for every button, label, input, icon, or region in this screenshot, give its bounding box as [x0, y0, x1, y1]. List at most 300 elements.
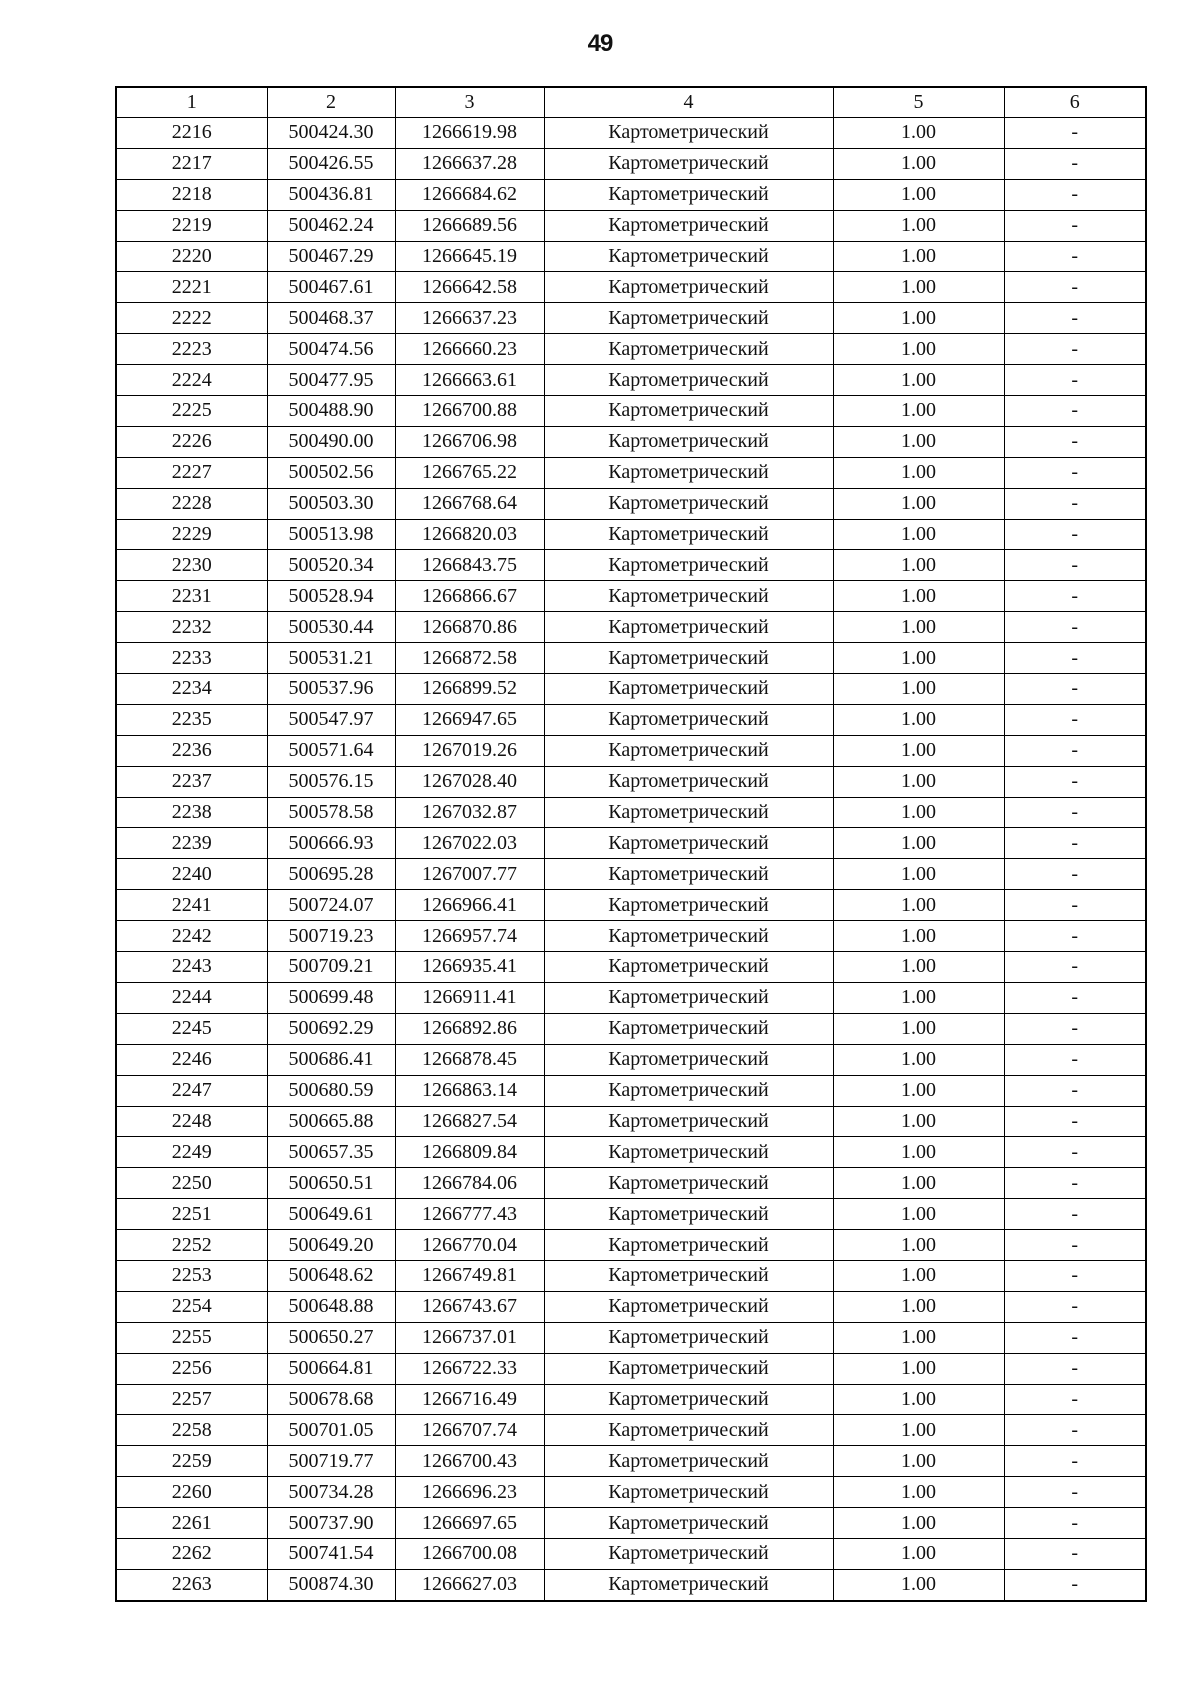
cell-y-coordinate: 1266878.45	[395, 1044, 544, 1075]
cell-method: Картометрический	[544, 1508, 833, 1539]
table-row	[116, 1199, 1146, 1230]
cell-note: -	[1004, 1137, 1146, 1168]
cell-method: Картометрический	[544, 519, 833, 550]
cell-x-coordinate: 500734.28	[267, 1477, 395, 1508]
cell-method: Картометрический	[544, 674, 833, 705]
table-row	[116, 921, 1146, 952]
cell-accuracy: 1.00	[833, 952, 1004, 983]
table-row	[116, 241, 1146, 272]
cell-method: Картометрический	[544, 797, 833, 828]
cell-y-coordinate: 1266696.23	[395, 1477, 544, 1508]
cell-accuracy: 1.00	[833, 982, 1004, 1013]
cell-note: -	[1004, 581, 1146, 612]
cell-method: Картометрический	[544, 1044, 833, 1075]
cell-point-number: 2239	[116, 828, 267, 859]
cell-accuracy: 1.00	[833, 334, 1004, 365]
cell-note: -	[1004, 859, 1146, 890]
cell-note: -	[1004, 550, 1146, 581]
cell-y-coordinate: 1266770.04	[395, 1230, 544, 1261]
cell-method: Картометрический	[544, 334, 833, 365]
cell-method: Картометрический	[544, 457, 833, 488]
table-row	[116, 674, 1146, 705]
cell-y-coordinate: 1266870.86	[395, 612, 544, 643]
table-row	[116, 982, 1146, 1013]
cell-x-coordinate: 500664.81	[267, 1353, 395, 1384]
cell-point-number: 2222	[116, 303, 267, 334]
cell-accuracy: 1.00	[833, 643, 1004, 674]
cell-method: Картометрический	[544, 1013, 833, 1044]
cell-point-number: 2245	[116, 1013, 267, 1044]
cell-y-coordinate: 1266737.01	[395, 1322, 544, 1353]
cell-point-number: 2236	[116, 735, 267, 766]
cell-x-coordinate: 500462.24	[267, 210, 395, 241]
cell-point-number: 2221	[116, 272, 267, 303]
cell-point-number: 2217	[116, 148, 267, 179]
cell-note: -	[1004, 921, 1146, 952]
cell-x-coordinate: 500874.30	[267, 1569, 395, 1600]
cell-accuracy: 1.00	[833, 1199, 1004, 1230]
cell-x-coordinate: 500719.77	[267, 1446, 395, 1477]
cell-note: -	[1004, 1446, 1146, 1477]
cell-accuracy: 1.00	[833, 1446, 1004, 1477]
cell-x-coordinate: 500665.88	[267, 1106, 395, 1137]
cell-accuracy: 1.00	[833, 1415, 1004, 1446]
cell-y-coordinate: 1267028.40	[395, 766, 544, 797]
cell-y-coordinate: 1266749.81	[395, 1260, 544, 1291]
cell-accuracy: 1.00	[833, 921, 1004, 952]
cell-y-coordinate: 1266743.67	[395, 1291, 544, 1322]
table-row	[116, 612, 1146, 643]
cell-x-coordinate: 500695.28	[267, 859, 395, 890]
cell-x-coordinate: 500648.88	[267, 1291, 395, 1322]
table-row	[116, 1446, 1146, 1477]
cell-note: -	[1004, 1384, 1146, 1415]
cell-accuracy: 1.00	[833, 1260, 1004, 1291]
column-header-4: 4	[544, 87, 833, 118]
cell-accuracy: 1.00	[833, 704, 1004, 735]
cell-accuracy: 1.00	[833, 1538, 1004, 1569]
cell-accuracy: 1.00	[833, 1291, 1004, 1322]
cell-method: Картометрический	[544, 643, 833, 674]
cell-y-coordinate: 1266809.84	[395, 1137, 544, 1168]
cell-method: Картометрический	[544, 1199, 833, 1230]
cell-accuracy: 1.00	[833, 797, 1004, 828]
table-row	[116, 457, 1146, 488]
cell-y-coordinate: 1266966.41	[395, 890, 544, 921]
cell-method: Картометрический	[544, 952, 833, 983]
cell-point-number: 2247	[116, 1075, 267, 1106]
cell-point-number: 2233	[116, 643, 267, 674]
cell-point-number: 2255	[116, 1322, 267, 1353]
cell-accuracy: 1.00	[833, 766, 1004, 797]
cell-accuracy: 1.00	[833, 303, 1004, 334]
table-row	[116, 1260, 1146, 1291]
cell-method: Картометрический	[544, 272, 833, 303]
cell-x-coordinate: 500576.15	[267, 766, 395, 797]
cell-note: -	[1004, 1508, 1146, 1539]
cell-x-coordinate: 500741.54	[267, 1538, 395, 1569]
table-row	[116, 1230, 1146, 1261]
cell-point-number: 2237	[116, 766, 267, 797]
table-row	[116, 1415, 1146, 1446]
cell-note: -	[1004, 241, 1146, 272]
cell-note: -	[1004, 612, 1146, 643]
table-row	[116, 766, 1146, 797]
cell-y-coordinate: 1267032.87	[395, 797, 544, 828]
cell-note: -	[1004, 952, 1146, 983]
cell-note: -	[1004, 890, 1146, 921]
cell-x-coordinate: 500502.56	[267, 457, 395, 488]
table-row	[116, 519, 1146, 550]
cell-accuracy: 1.00	[833, 890, 1004, 921]
cell-y-coordinate: 1267007.77	[395, 859, 544, 890]
cell-method: Картометрический	[544, 148, 833, 179]
cell-x-coordinate: 500724.07	[267, 890, 395, 921]
cell-method: Картометрический	[544, 179, 833, 210]
cell-point-number: 2242	[116, 921, 267, 952]
cell-point-number: 2235	[116, 704, 267, 735]
cell-method: Картометрический	[544, 612, 833, 643]
cell-y-coordinate: 1267022.03	[395, 828, 544, 859]
cell-accuracy: 1.00	[833, 1106, 1004, 1137]
cell-note: -	[1004, 519, 1146, 550]
cell-point-number: 2252	[116, 1230, 267, 1261]
cell-point-number: 2256	[116, 1353, 267, 1384]
table-row	[116, 550, 1146, 581]
cell-point-number: 2263	[116, 1569, 267, 1600]
table-row	[116, 797, 1146, 828]
cell-accuracy: 1.00	[833, 828, 1004, 859]
cell-x-coordinate: 500467.61	[267, 272, 395, 303]
cell-point-number: 2231	[116, 581, 267, 612]
cell-method: Картометрический	[544, 1230, 833, 1261]
cell-y-coordinate: 1266660.23	[395, 334, 544, 365]
header-row	[116, 87, 1146, 118]
cell-note: -	[1004, 488, 1146, 519]
cell-y-coordinate: 1266765.22	[395, 457, 544, 488]
cell-method: Картометрический	[544, 1477, 833, 1508]
table-row	[116, 1013, 1146, 1044]
cell-x-coordinate: 500680.59	[267, 1075, 395, 1106]
column-header-1: 1	[116, 87, 267, 118]
cell-point-number: 2250	[116, 1168, 267, 1199]
cell-y-coordinate: 1266872.58	[395, 643, 544, 674]
cell-y-coordinate: 1266700.43	[395, 1446, 544, 1477]
table-row	[116, 1508, 1146, 1539]
cell-method: Картометрический	[544, 1137, 833, 1168]
cell-x-coordinate: 500468.37	[267, 303, 395, 334]
cell-point-number: 2227	[116, 457, 267, 488]
cell-method: Картометрический	[544, 581, 833, 612]
cell-accuracy: 1.00	[833, 1569, 1004, 1600]
cell-method: Картометрический	[544, 303, 833, 334]
cell-note: -	[1004, 396, 1146, 427]
cell-x-coordinate: 500490.00	[267, 426, 395, 457]
cell-note: -	[1004, 643, 1146, 674]
cell-note: -	[1004, 1477, 1146, 1508]
cell-method: Картометрический	[544, 365, 833, 396]
cell-note: -	[1004, 1322, 1146, 1353]
cell-point-number: 2220	[116, 241, 267, 272]
cell-note: -	[1004, 1199, 1146, 1230]
cell-point-number: 2232	[116, 612, 267, 643]
cell-method: Картометрический	[544, 1260, 833, 1291]
cell-accuracy: 1.00	[833, 426, 1004, 457]
cell-accuracy: 1.00	[833, 179, 1004, 210]
cell-note: -	[1004, 1013, 1146, 1044]
table-row	[116, 179, 1146, 210]
cell-method: Картометрический	[544, 766, 833, 797]
cell-method: Картометрический	[544, 1446, 833, 1477]
cell-x-coordinate: 500424.30	[267, 118, 395, 149]
cell-y-coordinate: 1266827.54	[395, 1106, 544, 1137]
table-row	[116, 148, 1146, 179]
cell-method: Картометрический	[544, 1322, 833, 1353]
cell-x-coordinate: 500649.61	[267, 1199, 395, 1230]
cell-y-coordinate: 1266863.14	[395, 1075, 544, 1106]
cell-y-coordinate: 1266716.49	[395, 1384, 544, 1415]
cell-x-coordinate: 500503.30	[267, 488, 395, 519]
cell-x-coordinate: 500513.98	[267, 519, 395, 550]
column-header-3: 3	[395, 87, 544, 118]
cell-point-number: 2254	[116, 1291, 267, 1322]
cell-method: Картометрический	[544, 426, 833, 457]
cell-y-coordinate: 1266689.56	[395, 210, 544, 241]
cell-y-coordinate: 1266697.65	[395, 1508, 544, 1539]
cell-accuracy: 1.00	[833, 550, 1004, 581]
cell-x-coordinate: 500701.05	[267, 1415, 395, 1446]
cell-note: -	[1004, 426, 1146, 457]
cell-note: -	[1004, 797, 1146, 828]
cell-note: -	[1004, 303, 1146, 334]
cell-note: -	[1004, 674, 1146, 705]
table-row	[116, 118, 1146, 149]
cell-point-number: 2224	[116, 365, 267, 396]
cell-y-coordinate: 1266866.67	[395, 581, 544, 612]
table-row	[116, 735, 1146, 766]
table-row	[116, 1477, 1146, 1508]
cell-x-coordinate: 500578.58	[267, 797, 395, 828]
cell-x-coordinate: 500719.23	[267, 921, 395, 952]
cell-point-number: 2246	[116, 1044, 267, 1075]
cell-y-coordinate: 1266619.98	[395, 118, 544, 149]
cell-point-number: 2225	[116, 396, 267, 427]
cell-accuracy: 1.00	[833, 612, 1004, 643]
cell-point-number: 2243	[116, 952, 267, 983]
table-row	[116, 1044, 1146, 1075]
cell-y-coordinate: 1266947.65	[395, 704, 544, 735]
cell-point-number: 2230	[116, 550, 267, 581]
cell-x-coordinate: 500467.29	[267, 241, 395, 272]
cell-x-coordinate: 500692.29	[267, 1013, 395, 1044]
cell-note: -	[1004, 982, 1146, 1013]
column-header-5: 5	[833, 87, 1004, 118]
cell-y-coordinate: 1266843.75	[395, 550, 544, 581]
cell-note: -	[1004, 1168, 1146, 1199]
cell-x-coordinate: 500436.81	[267, 179, 395, 210]
cell-accuracy: 1.00	[833, 488, 1004, 519]
cell-x-coordinate: 500709.21	[267, 952, 395, 983]
cell-method: Картометрический	[544, 890, 833, 921]
cell-accuracy: 1.00	[833, 241, 1004, 272]
cell-note: -	[1004, 118, 1146, 149]
table-row	[116, 1075, 1146, 1106]
cell-note: -	[1004, 365, 1146, 396]
cell-accuracy: 1.00	[833, 1013, 1004, 1044]
cell-point-number: 2238	[116, 797, 267, 828]
cell-x-coordinate: 500666.93	[267, 828, 395, 859]
cell-note: -	[1004, 735, 1146, 766]
cell-note: -	[1004, 334, 1146, 365]
cell-accuracy: 1.00	[833, 1322, 1004, 1353]
cell-x-coordinate: 500530.44	[267, 612, 395, 643]
cell-note: -	[1004, 1106, 1146, 1137]
cell-point-number: 2228	[116, 488, 267, 519]
cell-point-number: 2259	[116, 1446, 267, 1477]
cell-method: Картометрический	[544, 1353, 833, 1384]
cell-method: Картометрический	[544, 828, 833, 859]
cell-note: -	[1004, 1291, 1146, 1322]
cell-accuracy: 1.00	[833, 1353, 1004, 1384]
table-row	[116, 1106, 1146, 1137]
table-row	[116, 303, 1146, 334]
cell-note: -	[1004, 766, 1146, 797]
cell-note: -	[1004, 1538, 1146, 1569]
table-row	[116, 1137, 1146, 1168]
cell-method: Картометрический	[544, 982, 833, 1013]
cell-y-coordinate: 1266645.19	[395, 241, 544, 272]
table-row	[116, 1322, 1146, 1353]
cell-x-coordinate: 500648.62	[267, 1260, 395, 1291]
cell-x-coordinate: 500474.56	[267, 334, 395, 365]
cell-note: -	[1004, 457, 1146, 488]
cell-method: Картометрический	[544, 1415, 833, 1446]
cell-accuracy: 1.00	[833, 1230, 1004, 1261]
cell-note: -	[1004, 1415, 1146, 1446]
column-header-6: 6	[1004, 87, 1146, 118]
table-row	[116, 210, 1146, 241]
page-number: 49	[587, 30, 613, 57]
table-row	[116, 426, 1146, 457]
cell-point-number: 2229	[116, 519, 267, 550]
cell-y-coordinate: 1266637.28	[395, 148, 544, 179]
cell-point-number: 2262	[116, 1538, 267, 1569]
cell-accuracy: 1.00	[833, 581, 1004, 612]
cell-method: Картометрический	[544, 1106, 833, 1137]
column-header-2: 2	[267, 87, 395, 118]
cell-method: Картометрический	[544, 1538, 833, 1569]
cell-y-coordinate: 1266892.86	[395, 1013, 544, 1044]
table-header	[116, 87, 1146, 118]
cell-method: Картометрический	[544, 396, 833, 427]
cell-method: Картометрический	[544, 488, 833, 519]
cell-point-number: 2260	[116, 1477, 267, 1508]
cell-y-coordinate: 1266899.52	[395, 674, 544, 705]
cell-y-coordinate: 1266700.08	[395, 1538, 544, 1569]
cell-note: -	[1004, 148, 1146, 179]
cell-accuracy: 1.00	[833, 1044, 1004, 1075]
cell-accuracy: 1.00	[833, 396, 1004, 427]
cell-point-number: 2219	[116, 210, 267, 241]
cell-y-coordinate: 1266642.58	[395, 272, 544, 303]
cell-note: -	[1004, 1044, 1146, 1075]
cell-note: -	[1004, 1353, 1146, 1384]
cell-note: -	[1004, 1075, 1146, 1106]
cell-note: -	[1004, 210, 1146, 241]
table-row	[116, 1569, 1146, 1600]
cell-x-coordinate: 500537.96	[267, 674, 395, 705]
cell-point-number: 2240	[116, 859, 267, 890]
cell-y-coordinate: 1267019.26	[395, 735, 544, 766]
cell-accuracy: 1.00	[833, 210, 1004, 241]
cell-y-coordinate: 1266663.61	[395, 365, 544, 396]
cell-point-number: 2248	[116, 1106, 267, 1137]
coordinates-table	[115, 86, 1147, 1602]
cell-note: -	[1004, 179, 1146, 210]
cell-accuracy: 1.00	[833, 148, 1004, 179]
cell-accuracy: 1.00	[833, 1477, 1004, 1508]
cell-point-number: 2216	[116, 118, 267, 149]
table-row	[116, 1291, 1146, 1322]
cell-point-number: 2218	[116, 179, 267, 210]
table-row	[116, 272, 1146, 303]
cell-x-coordinate: 500650.51	[267, 1168, 395, 1199]
cell-x-coordinate: 500571.64	[267, 735, 395, 766]
cell-accuracy: 1.00	[833, 272, 1004, 303]
cell-point-number: 2258	[116, 1415, 267, 1446]
table-row	[116, 828, 1146, 859]
cell-method: Картометрический	[544, 550, 833, 581]
cell-x-coordinate: 500426.55	[267, 148, 395, 179]
cell-y-coordinate: 1266768.64	[395, 488, 544, 519]
cell-point-number: 2257	[116, 1384, 267, 1415]
cell-y-coordinate: 1266820.03	[395, 519, 544, 550]
cell-x-coordinate: 500520.34	[267, 550, 395, 581]
cell-accuracy: 1.00	[833, 457, 1004, 488]
cell-y-coordinate: 1266684.62	[395, 179, 544, 210]
cell-y-coordinate: 1266722.33	[395, 1353, 544, 1384]
cell-y-coordinate: 1266700.88	[395, 396, 544, 427]
cell-point-number: 2226	[116, 426, 267, 457]
cell-accuracy: 1.00	[833, 735, 1004, 766]
cell-x-coordinate: 500650.27	[267, 1322, 395, 1353]
table-row	[116, 396, 1146, 427]
cell-y-coordinate: 1266627.03	[395, 1569, 544, 1600]
cell-method: Картометрический	[544, 735, 833, 766]
cell-accuracy: 1.00	[833, 1384, 1004, 1415]
cell-point-number: 2253	[116, 1260, 267, 1291]
cell-y-coordinate: 1266777.43	[395, 1199, 544, 1230]
table-row	[116, 859, 1146, 890]
cell-method: Картометрический	[544, 241, 833, 272]
table-row	[116, 890, 1146, 921]
cell-method: Картометрический	[544, 921, 833, 952]
table-row	[116, 643, 1146, 674]
cell-note: -	[1004, 704, 1146, 735]
cell-accuracy: 1.00	[833, 365, 1004, 396]
cell-method: Картометрический	[544, 1075, 833, 1106]
cell-method: Картометрический	[544, 210, 833, 241]
cell-method: Картометрический	[544, 704, 833, 735]
table-row	[116, 952, 1146, 983]
cell-point-number: 2251	[116, 1199, 267, 1230]
cell-x-coordinate: 500649.20	[267, 1230, 395, 1261]
cell-note: -	[1004, 1260, 1146, 1291]
cell-x-coordinate: 500477.95	[267, 365, 395, 396]
cell-note: -	[1004, 828, 1146, 859]
cell-point-number: 2234	[116, 674, 267, 705]
cell-point-number: 2249	[116, 1137, 267, 1168]
